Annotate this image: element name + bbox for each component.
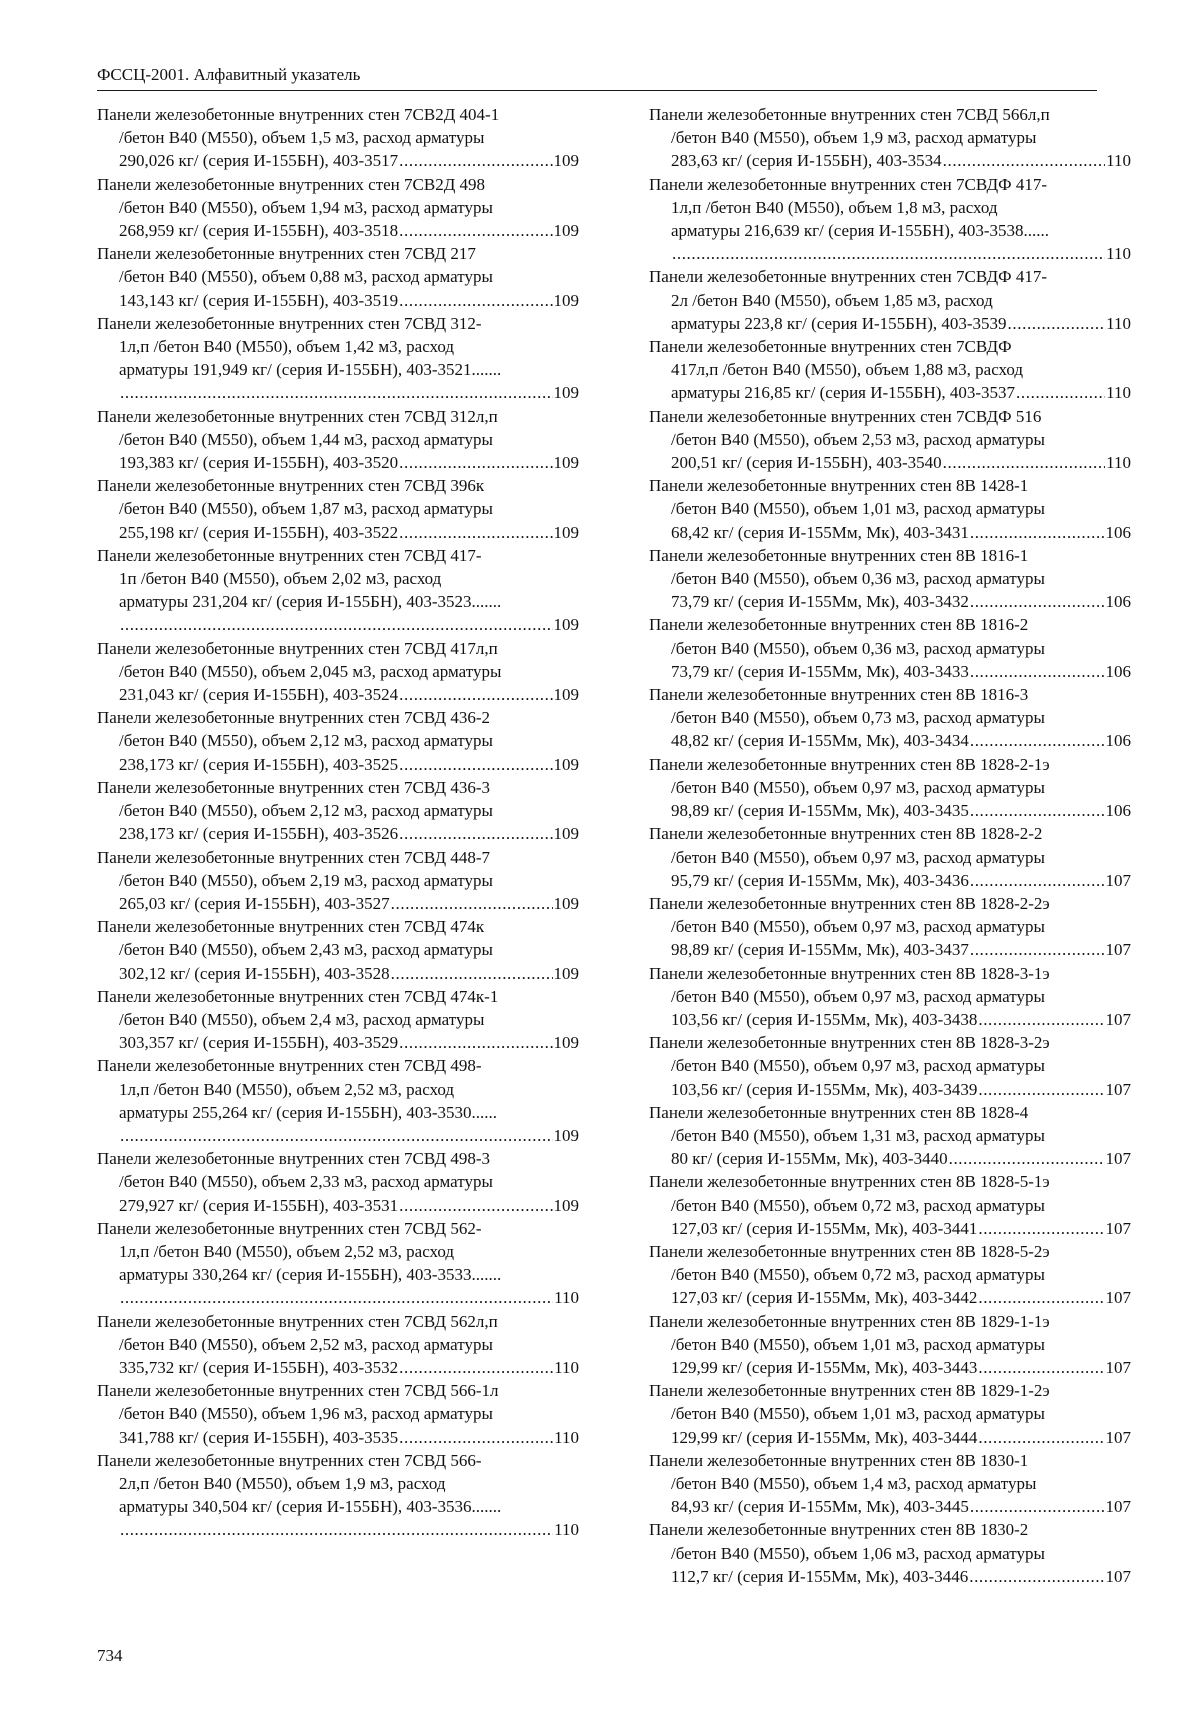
entry-heading-line: Панели железобетонные внутренних стен 8В 1828-2-2э <box>649 893 1050 913</box>
index-entry <box>97 1449 579 1542</box>
entry-leader-line <box>97 1356 579 1379</box>
entry-description-line: /бетон В40 (М550), объем 1,01 м3, расход арматуры <box>671 1334 1045 1354</box>
index-entry <box>649 405 1131 475</box>
entry-description-line: 417л,п /бетон В40 (М550), объем 1,88 м3, расход <box>671 360 1024 380</box>
entry-reference-text: 48,82 кг/ (серия И-155Мм, Мк), 403-3434 <box>671 731 969 751</box>
entry-page-ref: 109 <box>553 522 579 542</box>
entry-description-line: /бетон В40 (М550), объем 2,19 м3, расход арматуры <box>119 870 493 890</box>
entry-reference-text: 143,143 кг/ (серия И-155БН), 403-3519 <box>119 290 399 310</box>
entry-leader-line <box>649 451 1131 474</box>
entry-leader-line <box>649 729 1131 752</box>
entry-description-line: /бетон В40 (М550), объем 1,01 м3, расход арматуры <box>671 499 1045 519</box>
page-header-title: ФССЦ-2001. Алфавитный указатель <box>97 65 361 84</box>
entry-description-line: арматуры 330,264 кг/ (серия И-155БН), 403-3533....... <box>119 1265 502 1285</box>
entry-page-ref: 109 <box>553 754 579 774</box>
entry-description-line: /бетон В40 (М550), объем 0,36 м3, расход арматуры <box>671 638 1045 658</box>
dot-leader <box>970 660 1105 683</box>
entry-reference-text: 73,79 кг/ (серия И-155Мм, Мк), 403-3433 <box>671 661 969 681</box>
entry-page-ref: 107 <box>1105 940 1131 960</box>
entry-description-line: /бетон В40 (М550), объем 0,97 м3, расход арматуры <box>671 1056 1045 1076</box>
dot-leader <box>399 451 552 474</box>
dot-leader <box>120 1124 553 1147</box>
entry-description-line: арматуры 255,264 кг/ (серия И-155БН), 403-3530...... <box>119 1102 498 1122</box>
entry-leader-line <box>97 1031 579 1054</box>
entry-page-ref: 107 <box>1105 1427 1131 1447</box>
entry-description-line: арматуры 340,504 кг/ (серия И-155БН), 403-3536....... <box>119 1497 502 1517</box>
entry-leader-line <box>649 660 1131 683</box>
entry-heading-line: Панели железобетонные внутренних стен 8В 1816-3 <box>649 685 1029 705</box>
entry-page-ref: 106 <box>1105 731 1131 751</box>
entry-page-ref: 107 <box>1105 1009 1131 1029</box>
entry-reference-text: 265,03 кг/ (серия И-155БН), 403-3527 <box>119 893 390 913</box>
entry-leader-line <box>649 1356 1131 1379</box>
dot-leader <box>120 381 553 404</box>
entry-description-line: /бетон В40 (М550), объем 0,97 м3, расход арматуры <box>671 986 1045 1006</box>
entry-reference-text: 341,788 кг/ (серия И-155БН), 403-3535 <box>119 1427 399 1447</box>
entry-leader-line <box>97 1426 579 1449</box>
entry-heading-line: Панели железобетонные внутренних стен 8В 1829-1-2э <box>649 1381 1050 1401</box>
entry-description-line: /бетон В40 (М550), объем 1,9 м3, расход арматуры <box>671 128 1037 148</box>
index-entry <box>649 822 1131 892</box>
entry-description-line: /бетон В40 (М550), объем 2,4 м3, расход арматуры <box>119 1009 485 1029</box>
entry-description-line: 1л,п /бетон В40 (М550), объем 1,8 м3, расход <box>671 197 998 217</box>
entry-heading-line: Панели железобетонные внутренних стен 8В 1829-1-1э <box>649 1311 1050 1331</box>
entry-heading-line: Панели железобетонные внутренних стен 7СВД 217 <box>97 244 476 264</box>
entry-heading-line: Панели железобетонные внутренних стен 8В 1828-5-1э <box>649 1172 1050 1192</box>
entry-page-ref: 109 <box>553 1125 579 1145</box>
entry-leader-line <box>649 521 1131 544</box>
dot-leader <box>970 521 1105 544</box>
dot-leader <box>120 1518 553 1541</box>
entry-heading-line: Панели железобетонные внутренних стен 7СВД 417л,п <box>97 638 498 658</box>
index-entry <box>97 1310 579 1380</box>
index-entry <box>97 846 579 916</box>
entry-description-line: /бетон В40 (М550), объем 0,88 м3, расход арматуры <box>119 267 493 287</box>
entry-reference-text: 303,357 кг/ (серия И-155БН), 403-3529 <box>119 1033 399 1053</box>
dot-leader <box>399 1031 552 1054</box>
entry-description-line: /бетон В40 (М550), объем 0,36 м3, расход арматуры <box>671 569 1045 589</box>
entry-heading-line: Панели железобетонные внутренних стен 7СВД 474к <box>97 917 485 937</box>
entry-page-ref: 110 <box>554 1288 579 1308</box>
entry-heading-line: Панели железобетонные внутренних стен 7СВД 448-7 <box>97 847 491 867</box>
entry-heading-line: Панели железобетонные внутренних стен 7СВД 417- <box>97 545 482 565</box>
entry-page-ref: 110 <box>554 1427 579 1447</box>
entry-description-line: /бетон В40 (М550), объем 2,53 м3, расход арматуры <box>671 429 1045 449</box>
entry-leader-line <box>649 149 1131 172</box>
entry-heading-line: Панели железобетонные внутренних стен 8В 1828-4 <box>649 1102 1029 1122</box>
dot-leader <box>120 1286 553 1309</box>
entry-reference-text: 279,927 кг/ (серия И-155БН), 403-3531 <box>119 1195 399 1215</box>
index-entry <box>97 103 579 173</box>
entry-reference-text: 98,89 кг/ (серия И-155Мм, Мк), 403-3435 <box>671 801 969 821</box>
entry-description-line: арматуры 231,204 кг/ (серия И-155БН), 403-3523....... <box>119 592 502 612</box>
entry-heading-line: Панели железобетонные внутренних стен 8В 1428-1 <box>649 476 1029 496</box>
entry-page-ref: 106 <box>1105 661 1131 681</box>
entry-heading-line: Панели железобетонные внутренних стен 7СВД 474к-1 <box>97 986 499 1006</box>
dot-leader <box>391 892 553 915</box>
entry-leader-line <box>649 1286 1131 1309</box>
entry-leader-line <box>649 1495 1131 1518</box>
entry-description-line: /бетон В40 (М550), объем 2,12 м3, расход арматуры <box>119 801 493 821</box>
index-entry <box>97 637 579 707</box>
dot-leader <box>399 1426 553 1449</box>
entry-reference-text: 80 кг/ (серия И-155Мм, Мк), 403-3440 <box>671 1149 948 1169</box>
entry-page-ref: 110 <box>1106 244 1131 264</box>
entry-leader-line <box>97 1124 579 1147</box>
entry-leader-line <box>649 1426 1131 1449</box>
entry-reference-text: 98,89 кг/ (серия И-155Мм, Мк), 403-3437 <box>671 940 969 960</box>
entry-reference-text: 68,42 кг/ (серия И-155Мм, Мк), 403-3431 <box>671 522 969 542</box>
entry-page-ref: 109 <box>553 615 579 635</box>
entry-leader-line <box>649 1008 1131 1031</box>
entry-leader-line <box>649 381 1131 404</box>
entry-reference-text: 73,79 кг/ (серия И-155Мм, Мк), 403-3432 <box>671 592 969 612</box>
index-entry <box>649 962 1131 1032</box>
entry-page-ref: 110 <box>1106 383 1131 403</box>
entry-page-ref: 110 <box>1106 151 1131 171</box>
entry-description-line: /бетон В40 (М550), объем 1,94 м3, расход арматуры <box>119 197 493 217</box>
dot-leader <box>978 1217 1104 1240</box>
entry-page-ref: 106 <box>1105 801 1131 821</box>
entry-page-ref: 107 <box>1105 1566 1131 1586</box>
entry-heading-line: Панели железобетонные внутренних стен 7СВД 498- <box>97 1056 482 1076</box>
entry-reference-text: 238,173 кг/ (серия И-155БН), 403-3525 <box>119 754 399 774</box>
index-entry <box>649 1240 1131 1310</box>
dot-leader <box>399 1194 552 1217</box>
dot-leader <box>970 729 1105 752</box>
dot-leader <box>399 753 552 776</box>
dot-leader <box>970 938 1105 961</box>
entry-description-line: /бетон В40 (М550), объем 2,52 м3, расход арматуры <box>119 1334 493 1354</box>
entry-leader-line <box>97 892 579 915</box>
entry-page-ref: 109 <box>553 221 579 241</box>
page-number: 734 <box>97 1646 123 1665</box>
index-entry <box>97 474 579 544</box>
entry-description-line: /бетон В40 (М550), объем 1,87 м3, расход арматуры <box>119 499 493 519</box>
index-entry <box>649 892 1131 962</box>
entry-heading-line: Панели железобетонные внутренних стен 7СВД 562л,п <box>97 1311 498 1331</box>
entry-page-ref: 106 <box>1105 522 1131 542</box>
entry-reference-text: 127,03 кг/ (серия И-155Мм, Мк), 403-3442 <box>671 1288 978 1308</box>
entry-description-line: /бетон В40 (М550), объем 1,01 м3, расход арматуры <box>671 1404 1045 1424</box>
entry-heading-line: Панели железобетонные внутренних стен 8В 1816-2 <box>649 615 1029 635</box>
entry-page-ref: 110 <box>1106 313 1131 333</box>
entry-description-line: /бетон В40 (М550), объем 2,12 м3, расход арматуры <box>119 731 493 751</box>
entry-heading-line: Панели железобетонные внутренних стен 8В 1816-1 <box>649 545 1029 565</box>
index-entry <box>649 613 1131 683</box>
entry-description-line: /бетон В40 (М550), объем 1,31 м3, расход арматуры <box>671 1125 1045 1145</box>
dot-leader <box>399 521 552 544</box>
entry-leader-line <box>97 683 579 706</box>
dot-leader <box>969 1565 1104 1588</box>
index-entry <box>649 173 1131 266</box>
entry-heading-line: Панели железобетонные внутренних стен 7СВД 566- <box>97 1450 482 1470</box>
entry-leader-line <box>97 962 579 985</box>
index-entry <box>649 1518 1131 1588</box>
entry-description-line: /бетон В40 (М550), объем 1,4 м3, расход арматуры <box>671 1473 1037 1493</box>
entry-heading-line: Панели железобетонные внутренних стен 7СВДФ <box>649 337 1012 357</box>
dot-leader <box>978 1008 1104 1031</box>
entry-leader-line <box>97 753 579 776</box>
entry-leader-line <box>649 1078 1131 1101</box>
dot-leader <box>399 149 552 172</box>
dot-leader <box>943 149 1105 172</box>
index-entry <box>97 985 579 1055</box>
entry-reference-text: 129,99 кг/ (серия И-155Мм, Мк), 403-3443 <box>671 1357 978 1377</box>
entry-heading-line: Панели железобетонные внутренних стен 8В 1828-2-1э <box>649 754 1050 774</box>
entry-heading-line: Панели железобетонные внутренних стен 8В 1828-2-2 <box>649 824 1043 844</box>
entry-heading-line: Панели железобетонные внутренних стен 8В 1828-3-1э <box>649 963 1050 983</box>
entry-leader-line <box>97 381 579 404</box>
entry-leader-line <box>97 1286 579 1309</box>
index-entry <box>649 474 1131 544</box>
index-entry <box>97 405 579 475</box>
entry-leader-line <box>97 149 579 172</box>
entry-leader-line <box>649 1217 1131 1240</box>
entry-leader-line <box>97 613 579 636</box>
entry-page-ref: 106 <box>1105 592 1131 612</box>
entry-heading-line: Панели железобетонные внутренних стен 7СВД 498-3 <box>97 1149 491 1169</box>
entry-reference-text: 95,79 кг/ (серия И-155Мм, Мк), 403-3436 <box>671 870 969 890</box>
dot-leader <box>399 1356 553 1379</box>
entry-leader-line <box>649 799 1131 822</box>
entry-description-line: /бетон В40 (М550), объем 2,43 м3, расход арматуры <box>119 940 493 960</box>
entry-leader-line <box>649 312 1131 335</box>
index-entry <box>97 1147 579 1217</box>
entry-heading-line: Панели железобетонные внутренних стен 7СВДФ 417- <box>649 267 1047 287</box>
entry-reference-text: 112,7 кг/ (серия И-155Мм, Мк), 403-3446 <box>671 1566 969 1586</box>
dot-leader <box>949 1147 1105 1170</box>
entry-reference-text: 84,93 кг/ (серия И-155Мм, Мк), 403-3445 <box>671 1497 969 1517</box>
index-entry <box>649 1310 1131 1380</box>
entry-page-ref: 109 <box>553 1033 579 1053</box>
entry-description-line: /бетон В40 (М550), объем 0,72 м3, расход арматуры <box>671 1195 1045 1215</box>
index-entry <box>97 1379 579 1449</box>
dot-leader <box>978 1078 1104 1101</box>
entry-page-ref: 107 <box>1105 1357 1131 1377</box>
index-entry <box>97 706 579 776</box>
entry-leader-line <box>97 1194 579 1217</box>
dot-leader <box>970 1495 1105 1518</box>
entry-page-ref: 107 <box>1105 1288 1131 1308</box>
entry-description-line: /бетон В40 (М550), объем 0,97 м3, расход арматуры <box>671 917 1045 937</box>
dot-leader <box>399 822 552 845</box>
entry-heading-line: Панели железобетонные внутренних стен 7СВ2Д 404-1 <box>97 105 500 124</box>
entry-description-line: /бетон В40 (М550), объем 1,06 м3, расход арматуры <box>671 1543 1045 1563</box>
index-entry <box>649 1379 1131 1449</box>
entry-page-ref: 109 <box>553 1195 579 1215</box>
dot-leader <box>978 1286 1104 1309</box>
entry-description-line: арматуры 191,949 кг/ (серия И-155БН), 403-3521....... <box>119 360 502 380</box>
entry-leader-line <box>649 1565 1131 1588</box>
entry-heading-line: Панели железобетонные внутренних стен 8В 1830-1 <box>649 1450 1029 1470</box>
entry-reference-text: 103,56 кг/ (серия И-155Мм, Мк), 403-3439 <box>671 1079 978 1099</box>
entry-description-line: /бетон В40 (М550), объем 0,72 м3, расход арматуры <box>671 1265 1045 1285</box>
entry-page-ref: 110 <box>1106 453 1131 473</box>
dot-leader <box>943 451 1105 474</box>
entry-page-ref: 110 <box>554 1357 579 1377</box>
entry-leader-line <box>97 521 579 544</box>
dot-leader <box>391 962 553 985</box>
entry-leader-line <box>97 451 579 474</box>
index-entry <box>97 776 579 846</box>
entry-reference-text: 200,51 кг/ (серия И-155БН), 403-3540 <box>671 453 942 473</box>
entry-page-ref: 109 <box>553 290 579 310</box>
dot-leader <box>970 799 1105 822</box>
index-entry <box>649 1031 1131 1101</box>
entry-description-line: 1л,п /бетон В40 (М550), объем 2,52 м3, расход <box>119 1241 455 1261</box>
entry-leader-line <box>649 242 1131 265</box>
entry-heading-line: Панели железобетонные внутренних стен 7СВД 396к <box>97 476 485 496</box>
index-entry <box>97 915 579 985</box>
entry-description-line: /бетон В40 (М550), объем 1,96 м3, расход арматуры <box>119 1404 493 1424</box>
entry-reference-text: арматуры 216,85 кг/ (серия И-155БН), 403-3537 <box>671 383 1016 403</box>
entry-leader-line <box>649 938 1131 961</box>
index-entry <box>649 1101 1131 1171</box>
entry-heading-line: Панели железобетонные внутренних стен 7СВД 436-3 <box>97 777 491 797</box>
dot-leader <box>978 1356 1104 1379</box>
entry-heading-line: Панели железобетонные внутренних стен 7СВД 312- <box>97 313 482 333</box>
index-entry <box>649 265 1131 335</box>
dot-leader <box>1008 312 1106 335</box>
entry-page-ref: 109 <box>553 383 579 403</box>
entry-reference-text: 335,732 кг/ (серия И-155БН), 403-3532 <box>119 1357 399 1377</box>
index-entry <box>97 242 579 312</box>
entry-heading-line: Панели железобетонные внутренних стен 7СВД 312л,п <box>97 406 498 426</box>
entry-description-line: 2л /бетон В40 (М550), объем 1,85 м3, расход <box>671 290 993 310</box>
index-entry <box>649 683 1131 753</box>
entry-reference-text: 129,99 кг/ (серия И-155Мм, Мк), 403-3444 <box>671 1427 978 1447</box>
dot-leader <box>399 289 552 312</box>
index-entry <box>649 1170 1131 1240</box>
entry-leader-line <box>649 590 1131 613</box>
dot-leader <box>970 869 1105 892</box>
entry-page-ref: 107 <box>1105 1497 1131 1517</box>
entry-reference-text: 283,63 кг/ (серия И-155БН), 403-3534 <box>671 151 942 171</box>
entry-description-line: 1л,п /бетон В40 (М550), объем 1,42 м3, расход <box>119 337 455 357</box>
index-entry <box>649 335 1131 405</box>
entry-heading-line: Панели железобетонные внутренних стен 8В 1830-2 <box>649 1520 1029 1540</box>
header-rule <box>97 90 1097 91</box>
entry-description-line: 1п /бетон В40 (М550), объем 2,02 м3, расход <box>119 569 442 589</box>
entry-reference-text: 231,043 кг/ (серия И-155БН), 403-3524 <box>119 685 399 705</box>
entry-page-ref: 107 <box>1105 1079 1131 1099</box>
entry-heading-line: Панели железобетонные внутренних стен 7СВДФ 417- <box>649 174 1047 194</box>
entry-page-ref: 109 <box>553 824 579 844</box>
entry-heading-line: Панели железобетонные внутренних стен 8В 1828-5-2э <box>649 1241 1050 1261</box>
entry-heading-line: Панели железобетонные внутренних стен 7СВД 436-2 <box>97 708 491 728</box>
entry-reference-text: 127,03 кг/ (серия И-155Мм, Мк), 403-3441 <box>671 1218 978 1238</box>
entry-description-line: 1л,п /бетон В40 (М550), объем 2,52 м3, расход <box>119 1079 455 1099</box>
dot-leader <box>978 1426 1104 1449</box>
entry-reference-text: 290,026 кг/ (серия И-155БН), 403-3517 <box>119 151 399 171</box>
index-entry <box>97 1054 579 1147</box>
entry-description-line: /бетон В40 (М550), объем 2,045 м3, расход арматуры <box>119 661 502 681</box>
index-entry <box>97 312 579 405</box>
entry-page-ref: 109 <box>553 151 579 171</box>
entry-description-line: /бетон В40 (М550), объем 1,5 м3, расход арматуры <box>119 128 485 148</box>
index-entry <box>97 173 579 243</box>
entry-heading-line: Панели железобетонные внутренних стен 7СВД 562- <box>97 1218 482 1238</box>
entry-page-ref: 107 <box>1105 1218 1131 1238</box>
entry-reference-text: 103,56 кг/ (серия И-155Мм, Мк), 403-3438 <box>671 1009 978 1029</box>
entry-description-line: /бетон В40 (М550), объем 0,73 м3, расход арматуры <box>671 708 1045 728</box>
index-entry <box>649 1449 1131 1519</box>
entry-description-line: 2л,п /бетон В40 (М550), объем 1,9 м3, расход <box>119 1473 446 1493</box>
entry-page-ref: 109 <box>553 893 579 913</box>
entry-description-line: /бетон В40 (М550), объем 1,44 м3, расход арматуры <box>119 429 493 449</box>
entry-leader-line <box>649 869 1131 892</box>
entry-leader-line <box>97 1518 579 1541</box>
entry-description-line: /бетон В40 (М550), объем 2,33 м3, расход арматуры <box>119 1172 493 1192</box>
entry-reference-text: 238,173 кг/ (серия И-155БН), 403-3526 <box>119 824 399 844</box>
entry-page-ref: 107 <box>1105 870 1131 890</box>
entry-page-ref: 109 <box>553 963 579 983</box>
index-entry <box>97 544 579 637</box>
entry-page-ref: 109 <box>553 685 579 705</box>
entry-reference-text: арматуры 223,8 кг/ (серия И-155БН), 403-3539 <box>671 313 1007 333</box>
entry-reference-text: 268,959 кг/ (серия И-155БН), 403-3518 <box>119 221 399 241</box>
entry-description-line: арматуры 216,639 кг/ (серия И-155БН), 403-3538...... <box>671 221 1050 241</box>
entry-reference-text: 193,383 кг/ (серия И-155БН), 403-3520 <box>119 453 399 473</box>
entry-leader-line <box>97 289 579 312</box>
entry-leader-line <box>97 822 579 845</box>
entry-heading-line: Панели железобетонные внутренних стен 7СВДФ 516 <box>649 406 1042 426</box>
dot-leader <box>399 219 552 242</box>
entry-leader-line <box>649 1147 1131 1170</box>
entry-leader-line <box>97 219 579 242</box>
dot-leader <box>672 242 1105 265</box>
index-column-right <box>649 103 1131 1588</box>
entry-reference-text: 255,198 кг/ (серия И-155БН), 403-3522 <box>119 522 399 542</box>
index-entry <box>97 1217 579 1310</box>
entry-page-ref: 107 <box>1105 1149 1131 1169</box>
index-column-left <box>97 103 579 1542</box>
entry-description-line: /бетон В40 (М550), объем 0,97 м3, расход арматуры <box>671 847 1045 867</box>
entry-page-ref: 109 <box>553 453 579 473</box>
dot-leader <box>120 613 553 636</box>
index-entry <box>649 103 1131 173</box>
dot-leader <box>1016 381 1105 404</box>
index-entry <box>649 544 1131 614</box>
index-entry <box>649 753 1131 823</box>
entry-heading-line: Панели железобетонные внутренних стен 7СВД 566-1л <box>97 1381 499 1401</box>
dot-leader <box>399 683 552 706</box>
entry-heading-line: Панели железобетонные внутренних стен 8В 1828-3-2э <box>649 1033 1050 1053</box>
entry-page-ref: 110 <box>554 1520 579 1540</box>
entry-heading-line: Панели железобетонные внутренних стен 7СВ2Д 498 <box>97 174 486 194</box>
entry-heading-line: Панели железобетонные внутренних стен 7СВД 566л,п <box>649 105 1050 124</box>
dot-leader <box>970 590 1105 613</box>
entry-description-line: /бетон В40 (М550), объем 0,97 м3, расход арматуры <box>671 777 1045 797</box>
entry-reference-text: 302,12 кг/ (серия И-155БН), 403-3528 <box>119 963 390 983</box>
